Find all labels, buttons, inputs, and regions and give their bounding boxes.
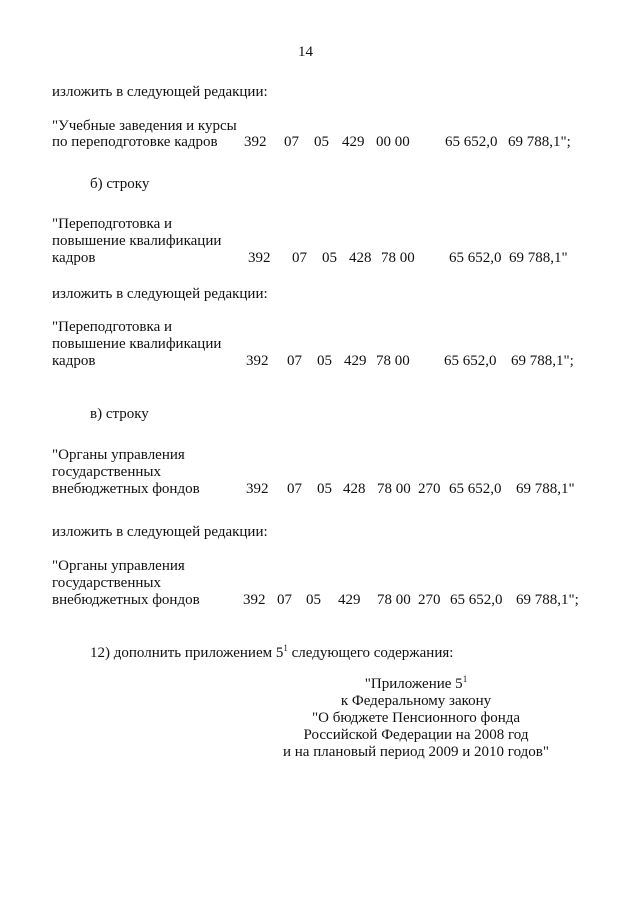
amount-2010: 69 788,1" <box>516 481 575 497</box>
page-number: 14 <box>298 44 313 60</box>
code-section: 07 <box>284 134 299 150</box>
row-label-line: государственных <box>52 464 161 480</box>
code-ministry: 392 <box>243 592 266 608</box>
row-label-line: по переподготовке кадров <box>52 134 218 150</box>
row-label-line: кадров <box>52 250 96 266</box>
edit-instruction: изложить в следующей редакции: <box>52 524 268 540</box>
code-section: 07 <box>277 592 292 608</box>
code-target: 428 <box>343 481 366 497</box>
row-label-line: государственных <box>52 575 161 591</box>
row-label-line: "Органы управления <box>52 558 185 574</box>
code-section: 07 <box>287 353 302 369</box>
code-target-sub: 78 00 <box>377 481 411 497</box>
appendix-title-text: "Приложение 5 <box>364 676 463 692</box>
code-ministry: 392 <box>246 481 269 497</box>
code-expense-type: 270 <box>418 592 441 608</box>
item12-text: 12) дополнить приложением 5 <box>90 645 284 661</box>
code-target: 429 <box>338 592 361 608</box>
row-label-line: кадров <box>52 353 96 369</box>
appendix-line: Российской Федерации на 2008 год <box>303 727 529 743</box>
amount-2009: 65 652,0 <box>449 250 502 266</box>
code-subsection: 05 <box>317 353 332 369</box>
code-expense-type: 270 <box>418 481 441 497</box>
code-target-sub: 00 00 <box>376 134 410 150</box>
edit-instruction: изложить в следующей редакции: <box>52 84 268 100</box>
amount-2010: 69 788,1"; <box>508 134 571 150</box>
appendix-line: к Федеральному закону <box>340 693 492 709</box>
row-label-line: "Переподготовка и <box>52 216 173 232</box>
code-subsection: 05 <box>317 481 332 497</box>
code-ministry: 392 <box>246 353 269 369</box>
appendix-title <box>270 676 562 693</box>
code-target: 428 <box>349 250 372 266</box>
amount-2010: 69 788,1" <box>509 250 568 266</box>
code-target: 429 <box>342 134 365 150</box>
row-label-line: внебюджетных фондов <box>52 592 200 608</box>
code-subsection: 05 <box>314 134 329 150</box>
list-item-b: б) строку <box>90 176 150 192</box>
code-section: 07 <box>292 250 307 266</box>
item12-text-tail: следующего содержания: <box>287 645 454 661</box>
amount-2009: 65 652,0 <box>449 481 502 497</box>
amount-2009: 65 652,0 <box>444 353 497 369</box>
code-section: 07 <box>287 481 302 497</box>
list-item-12 <box>90 645 453 662</box>
code-ministry: 392 <box>244 134 267 150</box>
appendix-line: "О бюджете Пенсионного фонда <box>311 710 521 726</box>
appendix-heading <box>270 676 562 761</box>
row-label-line: повышение квалификации <box>52 336 222 352</box>
amount-2010: 69 788,1"; <box>516 592 579 608</box>
code-target-sub: 78 00 <box>381 250 415 266</box>
appendix-superscript: 1 <box>462 674 468 684</box>
row-label-line: "Учебные заведения и курсы <box>52 118 237 134</box>
amount-2010: 69 788,1"; <box>511 353 574 369</box>
code-ministry: 392 <box>248 250 271 266</box>
edit-instruction: изложить в следующей редакции: <box>52 286 268 302</box>
amount-2009: 65 652,0 <box>445 134 498 150</box>
row-label-line: повышение квалификации <box>52 233 222 249</box>
item12-superscript: 1 <box>283 643 288 653</box>
row-label-line: внебюджетных фондов <box>52 481 200 497</box>
code-target-sub: 78 00 <box>377 592 411 608</box>
code-target: 429 <box>344 353 367 369</box>
row-label-line: "Переподготовка и <box>52 319 173 335</box>
code-subsection: 05 <box>322 250 337 266</box>
row-label-line: "Органы управления <box>52 447 185 463</box>
amount-2009: 65 652,0 <box>450 592 503 608</box>
code-target-sub: 78 00 <box>376 353 410 369</box>
code-subsection: 05 <box>306 592 321 608</box>
appendix-line: и на плановый период 2009 и 2010 годов" <box>283 744 549 760</box>
list-item-v: в) строку <box>90 406 149 422</box>
